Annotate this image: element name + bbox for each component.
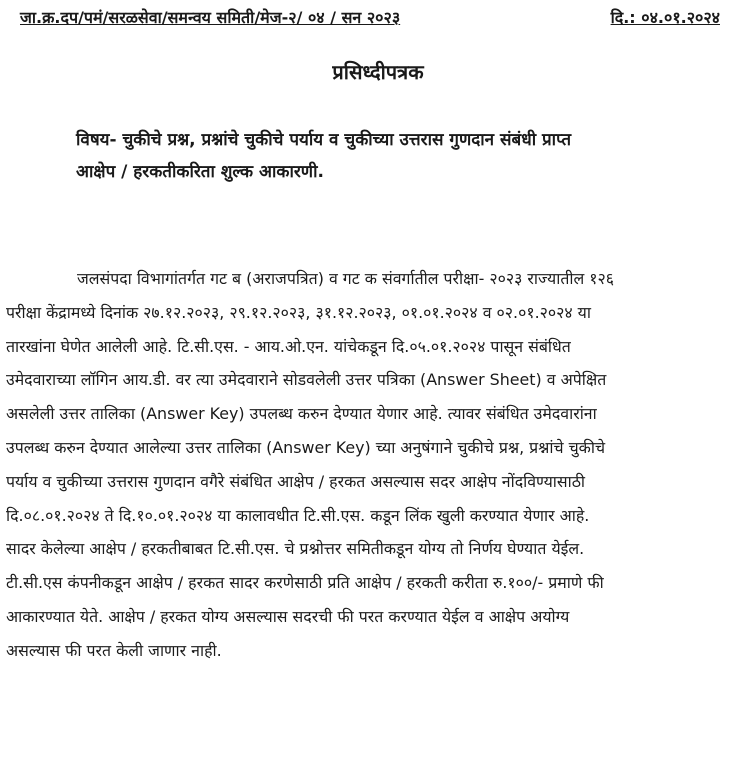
reference-number: जा.क्र.दप/पमं/सरळसेवा/समन्वय समिती/मेज-२/ ०४ / सन २०२३ [20,8,401,27]
body-line: असल्यास फी परत केली जाणार नाही. [6,640,222,660]
issue-date: दि.: ०४.०१.२०२४ [610,8,720,27]
body-line: पर्याय व चुकीच्या उत्तरास गुणदान वगैरे संबंधित आक्षेप / हरकत असल्यास सदर आक्षेप नोंदविण्यासाठी [6,471,586,491]
body-line: उपलब्ध करुन देण्यात आलेल्या उत्तर तालिका (Answer Key) च्या अनुषंगाने चुकीचे प्रश्न, प्रश्नांचे चुकीचे [6,437,606,457]
body-line: उमेदवाराच्या लॉगिन आय.डी. वर त्या उमेदवाराने सोडवलेली उत्तर पत्रिका (Answer Sheet) व अपेक्षित [6,370,607,390]
subject-block [76,124,726,188]
document-title: प्रसिध्दीपत्रक [332,60,424,84]
body-line: असलेली उत्तर तालिका (Answer Key) उपलब्ध करुन देण्यात येणार आहे. त्यावर संबंधित उमेदवारांना [6,404,597,424]
body-line: दि.०८.०१.२०२४ ते दि.१०.०१.२०२४ या कालावधीत टि.सी.एस. कडून लिंक खुली करण्यात येणार आहे. [6,505,590,525]
body-line: टी.सी.एस कंपनीकडून आक्षेप / हरकत सादर करणेसाठी प्रति आक्षेप / हरकती करीता रु.१००/- प्रमाणे फी [6,573,604,593]
subject-line: आक्षेप / हरकतीकरिता शुल्क आकारणी. [76,162,324,182]
subject-line: विषय- चुकीचे प्रश्न, प्रश्नांचे चुकीचे पर्याय व चुकीच्या उत्तरास गुणदान संबंधी प्राप्त [76,130,572,150]
body-line: परीक्षा केंद्रामध्ये दिनांक २७.१२.२०२३, २९.१२.२०२३, ३१.१२.२०२३, ०१.०१.२०२४ व ०२.०१.२०२४ या [6,302,591,322]
body-line: जलसंपदा विभागांतर्गत गट ब (अराजपत्रित) व गट क संवर्गातील परीक्षा- २०२३ राज्यातील १२६ [77,269,615,288]
body-paragraph [6,262,756,668]
body-line: आकारण्यात येते. आक्षेप / हरकत योग्य असल्यास सदरची फी परत करण्यात येईल व आक्षेप अयोग्य [6,606,570,626]
body-line: तारखांना घेणेत आलेली आहे. टि.सी.एस. - आय.ओ.एन. यांचेकडून दि.०५.०१.२०२४ पासून संबंधित [6,336,571,356]
body-line: सादर केलेल्या आक्षेप / हरकतीबाबत टि.सी.एस. चे प्रश्नोत्तर समितीकडून योग्य तो निर्णय घेण्यात येईल. [6,539,585,559]
